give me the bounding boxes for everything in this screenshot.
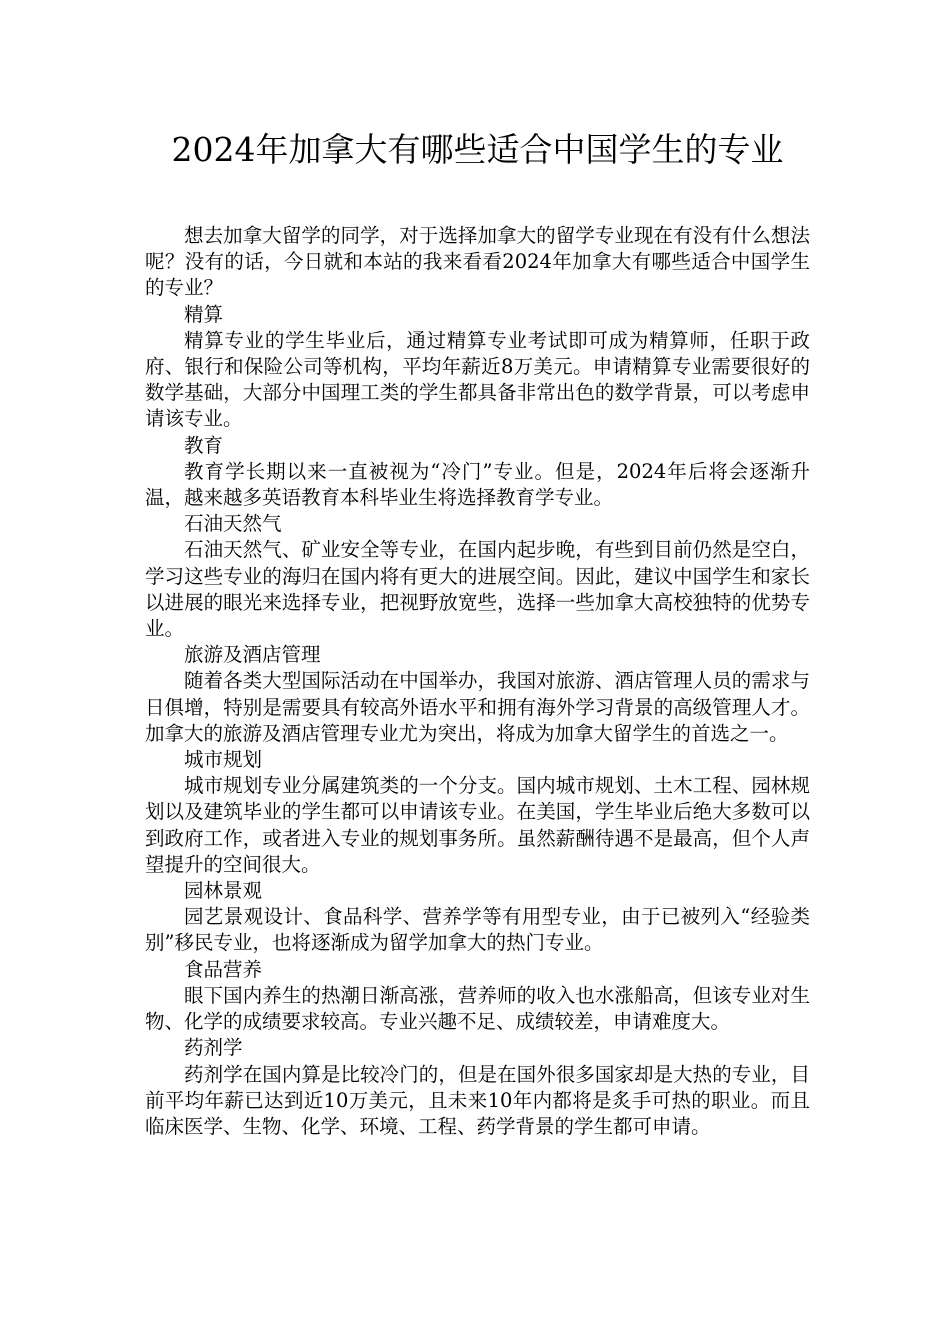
section-heading-landscape: 园林景观 [184,879,263,903]
section-heading-pharmacy: 药剂学 [184,1036,243,1060]
section-text-food-nutrition: 眼下国内养生的热潮日渐高涨，营养师的收入也水涨船高，但该专业对生物、化学的成绩要求较高。专业兴趣不足、成绩较差，申请难度大。 [145,983,810,1034]
section-heading-tourism: 旅游及酒店管理 [184,643,321,667]
intro-paragraph: 想去加拿大留学的同学，对于选择加拿大的留学专业现在有没有什么想法呢？没有的话，今日就和本站的我来看看2024年加拿大有哪些适合中国学生的专业？ [145,224,810,300]
section-text-petroleum: 石油天然气、矿业安全等专业，在国内起步晚，有些到目前仍然是空白，学习这些专业的海归在国内将有更大的进展空间。因此，建议中国学生和家长以进展的眼光来选择专业，把视野放宽些，选择一些加拿大高校独特的优势专业。 [145,538,810,641]
section-heading-urban-planning: 城市规划 [184,748,263,772]
section-text-pharmacy: 药剂学在国内算是比较冷门的，但是在国外很多国家却是大热的专业，目前平均年薪已达到近10万美元，且未来10年内都将是炙手可热的职业。而且临床医学、生物、化学、环境、工程、药学背景的学生都可申请。 [145,1062,810,1138]
section-text-tourism: 随着各类大型国际活动在中国举办，我国对旅游、酒店管理人员的需求与日俱增，特别是需要具有较高外语水平和拥有海外学习背景的高级管理人才。加拿大的旅游及酒店管理专业尤为突出，将成为加拿大留学生的首选之一。 [145,669,810,745]
section-heading-food-nutrition: 食品营养 [184,957,263,981]
section-text-landscape: 园艺景观设计、食品科学、营养学等有用型专业，由于已被列入“经验类别”移民专业，也将逐渐成为留学加拿大的热门专业。 [145,905,810,955]
section-text-urban-planning: 城市规划专业分属建筑类的一个分支。国内城市规划、土木工程、园林规划以及建筑毕业的学生都可以申请该专业。在美国，学生毕业后绝大多数可以到政府工作，或者进入专业的规划事务所。虽然薪酬待遇不是最高，但个人声望提升的空间很大。 [145,774,810,876]
document-body [145,223,810,1140]
section-heading-petroleum: 石油天然气 [184,512,282,536]
section-text-actuarial: 精算专业的学生毕业后，通过精算专业考试即可成为精算师，任职于政府、银行和保险公司等机构，平均年薪近8万美元。申请精算专业需要很好的数学基础，大部分中国理工类的学生都具备非常出色的数学背景，可以考虑申请该专业。 [145,328,810,431]
section-heading-education: 教育 [184,433,224,457]
section-heading-actuarial: 精算 [184,302,224,326]
section-text-education: 教育学长期以来一直被视为“冷门”专业。但是，2024年后将会逐渐升温，越来越多英语教育本科毕业生将选择教育学专业。 [145,459,810,510]
document-title: 2024年加拿大有哪些适合中国学生的专业 [171,130,784,169]
